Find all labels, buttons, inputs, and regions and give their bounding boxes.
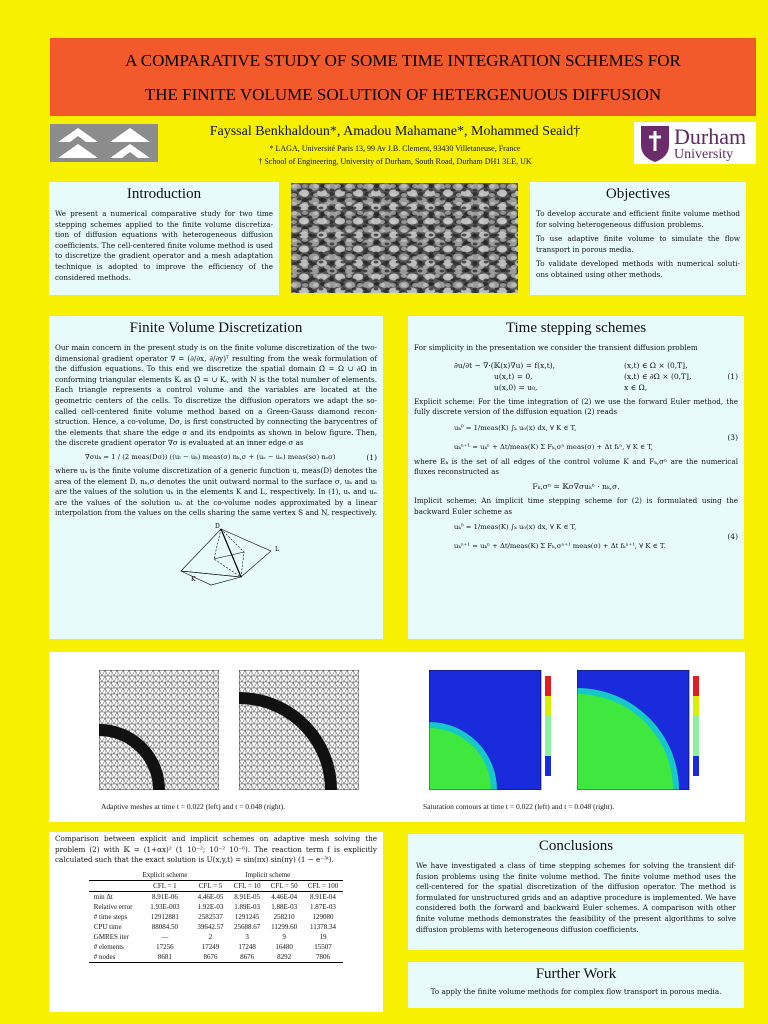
objectives-panel — [530, 182, 746, 295]
table-cell: 8681 — [157, 952, 172, 961]
saturation-contour-plot-right — [577, 670, 705, 790]
conclusions-title: Conclusions — [538, 838, 614, 854]
objective-item: To use adaptive finite volume to simulate the flow transport in porous media. — [536, 234, 740, 254]
table-cell: 19 — [319, 932, 327, 941]
table-cell: # elements — [93, 942, 124, 951]
table-row — [89, 942, 343, 952]
flux-equation: Fₖ,σⁿ = 𝕂σ∇σuₖⁿ · nₖ,σ. — [532, 481, 620, 491]
tss-system-lhs: u(x,0) = u₀, — [494, 382, 538, 392]
table-cell: 3 — [245, 932, 249, 941]
fvd-title: Finite Volume Discretization — [129, 320, 303, 336]
introduction-title: Introduction — [126, 186, 202, 202]
table-cell: GMRES iter — [93, 932, 129, 941]
table-header: CFL = 1 — [153, 881, 177, 890]
table-cell: 7806 — [315, 952, 330, 961]
table-group-explicit: Explicit scheme — [142, 870, 188, 879]
table-cell: 1.89E-03 — [234, 902, 261, 911]
adaptive-mesh-plot-right — [239, 670, 359, 790]
fvd-paragraph-2: where uₖ is the finite volume discretization of a generic function u, meas(D) denotes the area of the element D, nₖ,σ denotes the unit outward normal to the surface σ, uₖ and uₗ are the values of the solution uₕ in the elements K and L, respectively. In (1), uₛ and uₙ are the values of the solution uₕ at the co-volume nodes approximated by a linear interpolation from the values on the cells sharing the same vertex S and N, respectively. — [55, 465, 377, 518]
further-work-text: To apply the finite volume methods for complex flow transport in porous media. — [430, 987, 722, 996]
table-header: CFL = 10 — [233, 881, 261, 890]
fvd-paragraph-1: Our main concern in the present study is on the finite volume discretization of the two-dimensional gradient operator ∇ = (∂/∂x, ∂/∂y)ᵀ resulting from the weak formulation of the diffusion equations. To this end we discretize the spatial domain Ω̄ = Ω ∪ ∂Ω in conforming triangular elements Kᵢ as Ω̄ = ∪ Kᵢ, with N is the total number of elements. Each triangle represents a control volume and the variables are located at the geometric centers of the cells. To discretize the diffusion operators we adapt the so-called cell-centered finite volume method based on a Green-Gauss diamond recon- struction. Hence, a co-volume, Dσ, is first constructed by connecting the barycentres of the elements that share the edge σ and its endpoints as shown in below figure. Then, the discrete gradient operator ∇σ is evaluated at an inner edge σ as — [55, 343, 377, 448]
tss-system-rhs: x ∈ Ω, — [624, 382, 648, 392]
implicit-equation-number: (4) — [727, 532, 738, 542]
explicit-equation-number: (3) — [727, 432, 738, 442]
contour-caption: Saturation contours at time t = 0.022 (left) and t = 0.048 (right). — [423, 802, 615, 811]
implicit-equation-1: uₖ⁰ = 1/meas(K) ∫ₖ u₀(x) dx, ∀ K ∈ T, — [454, 523, 577, 532]
affiliation-2: † School of Engineering, University of Durham, South Road, Durham DH1 3LE, UK — [258, 157, 532, 166]
results-table — [89, 870, 343, 963]
table-cell: — — [161, 932, 169, 941]
conclusions-panel — [408, 834, 744, 950]
objective-item: To develop accurate and efficient finite volume method for solving heterogeneous diffusion problems. — [536, 209, 740, 229]
tss-system-number: (1) — [727, 371, 738, 381]
table-cell: 8676 — [240, 952, 255, 961]
explicit-equation-2: uₖⁿ⁺¹ = uₖⁿ + Δt/meas(K) Σ Fₖ,σⁿ meas(σ) + Δt fₖⁿ, ∀ K ∈ T, — [454, 442, 653, 451]
table-cell: 1291245 — [234, 912, 260, 921]
table-cell: 17249 — [201, 942, 220, 951]
table-cell: 88084.50 — [151, 922, 179, 931]
further-work-panel — [408, 962, 744, 1008]
table-header — [89, 880, 138, 891]
poster-title — [50, 38, 756, 116]
table-row — [89, 952, 343, 963]
table-cell: Relative error — [93, 902, 133, 911]
explicit-equation-1: uₖ⁰ = 1/meas(K) ∫ₖ u₀(x) dx, ∀ K ∈ T, — [454, 423, 577, 432]
fvd-equation-1: ∇σuₖ = 1 / (2 meas(Dσ)) ((uₗ − uₖ) meas(σ) nₖ,σ + (uₛ − uₙ) meas(sσ) nₛσ) — [85, 452, 336, 461]
table-cell: CPU time — [93, 922, 122, 931]
laga-logo — [50, 124, 158, 162]
mesh-caption: Adaptive meshes at time t = 0.022 (left) and t = 0.048 (right). — [101, 802, 286, 811]
table-cell: 8.91E-04 — [310, 892, 336, 901]
tss-system-rhs: (x,t) ∈ ∂Ω × (0,T], — [624, 371, 692, 381]
title-line-2: THE FINITE VOLUME SOLUTION OF HETERGENUOUS DIFFUSION — [144, 85, 662, 104]
fvd-panel — [49, 316, 383, 639]
affiliation-1: * LAGA, Université Paris 13, 99 Av J.B. Clement, 93430 Villetaneuse, France — [269, 144, 521, 153]
table-cell: 12912881 — [150, 912, 179, 921]
objective-item: To validate developed methods with numerical soluti- ons obtained using other methods. — [536, 259, 740, 279]
further-work-title: Further Work — [535, 966, 617, 982]
table-cell: 16480 — [275, 942, 293, 951]
table-group-implicit: Implicit scheme — [245, 870, 291, 879]
table-cell: 1.87E-03 — [310, 902, 336, 911]
table-row — [89, 932, 343, 942]
durham-logo-name: Durham — [674, 124, 747, 149]
table-cell: 8292 — [277, 952, 292, 961]
time-stepping-panel — [408, 316, 744, 639]
introduction-panel — [49, 182, 279, 295]
affiliations — [160, 142, 630, 168]
table-cell: 17248 — [238, 942, 256, 951]
table-cell: min Δt — [93, 892, 113, 901]
table-row — [89, 902, 343, 912]
tss-system-lhs: u(x,t) = 0, — [494, 371, 533, 381]
table-cell: # nodes — [93, 952, 116, 961]
table-row — [89, 891, 343, 902]
conclusions-text: We have investigated a class of time stepping schemes for solving the transient dif- fusion problems using the finite volume method. The finite volume method uses the cell-centered for the spatial discretization of the diffusion operator. The method is formulated for unstructured grids and an adaptive procedure is implemented. We have considered both the forward and backward Euler schemes. A comparison with other finite volume methods demonstrates the feasibility of the present algorithms to solve diffusion problems with heterogeneous diffusion coefficients. — [416, 861, 736, 934]
table-cell: 1.88E-03 — [271, 902, 298, 911]
durham-logo — [634, 122, 756, 164]
table-cell: 15507 — [314, 942, 332, 951]
table-cell: 8.91E-06 — [151, 892, 178, 901]
tss-paragraph-2: Explicit scheme: For the time integration of (2) we use the forward Euler method, the fully discrete version of the diffusion equation (2) reads — [414, 396, 738, 417]
tss-paragraph-3: where Eₖ is the set of all edges of the control volume K and Fₖ,σⁿ are the numerical fluxes reconstructed as — [414, 456, 738, 477]
table-cell: 1.92E-03 — [197, 902, 224, 911]
svg-text:D: D — [215, 522, 220, 530]
table-row — [89, 912, 343, 922]
porous-media-image — [291, 183, 518, 293]
table-header: CFL = 50 — [270, 881, 298, 890]
table-cell: 8676 — [203, 952, 218, 961]
table-cell: 17256 — [156, 942, 174, 951]
adaptive-mesh-plot-left — [99, 670, 219, 790]
figures-panel — [49, 652, 745, 822]
tss-paragraph-4: Implicit scheme: An implicit time stepping scheme for (2) is formulated using the backward Euler scheme as — [414, 495, 738, 516]
table-cell: 4.46E-04 — [271, 892, 298, 901]
table-cell: 2582537 — [198, 912, 223, 921]
title-line-1: A COMPARATIVE STUDY OF SOME TIME INTEGRATION SCHEMES FOR — [125, 51, 681, 70]
table-cell: 25688.67 — [234, 922, 261, 931]
introduction-text: We present a numerical comparative study for two time stepping schemes applied to the finite volume discretiza- tion of diffusion equations with heterogeneous diffusion coefficients. The cell-centered finite volume method is used to discretize the gradient operator and a mesh adaptation technique is adopted to improve the efficiency of the considered methods. — [55, 209, 273, 282]
table-cell: 258210 — [273, 912, 295, 921]
table-row — [89, 922, 343, 932]
durham-logo-sub: University — [674, 147, 734, 162]
table-cell: 39642.57 — [197, 922, 224, 931]
objectives-title: Objectives — [605, 186, 671, 202]
table-cell: 4.46E-05 — [197, 892, 224, 901]
table-cell: 9 — [282, 932, 286, 941]
authors: Fayssal Benkhaldoun*, Amadou Mahamane*, Mohammed Seaid† — [209, 124, 581, 139]
implicit-equation-2: uₖⁿ⁺¹ = uₖⁿ + Δt/meas(K) Σ Fₖ,σⁿ⁺¹ meas(σ) + Δt fₖⁿ⁺¹, ∀ K ∈ T. — [454, 542, 666, 551]
comparison-text: Comparison between explicit and implicit schemes on adaptive mesh solving the problem (2) with 𝕂 = (1+αx)² (1 10⁻²; 10⁻² 10⁻⁶). The reaction term f is explicitly calculated such that the exact solution is U(x,y,t) = sin(πx) sin(πy) (1 − e⁻³ᵗ). — [55, 834, 377, 865]
fvd-equation-1-number: (1) — [366, 452, 377, 462]
table-cell: 11378.34 — [309, 922, 336, 931]
time-stepping-title: Time stepping schemes — [505, 320, 647, 336]
tss-paragraph-1: For simplicity in the presentation we consider the transient diffusion problem — [414, 343, 698, 352]
svg-text:K: K — [191, 575, 196, 583]
table-header: CFL = 100 — [307, 881, 339, 890]
table-cell: # time steps — [93, 912, 128, 921]
table-header: CFL = 5 — [198, 881, 223, 890]
svg-text:L: L — [275, 545, 279, 553]
table-cell: 1.93E-003 — [150, 902, 180, 911]
table-cell: 129080 — [312, 912, 334, 921]
tss-system-lhs: ∂u/∂t − ∇·(𝕂(x)∇u) = f(x,t), — [454, 360, 556, 370]
tss-system-rhs: (x,t) ∈ Ω × (0,T], — [624, 360, 688, 370]
table-cell: 8.91E-05 — [234, 892, 261, 901]
table-cell: 2 — [208, 932, 213, 941]
co-volume-diagram — [171, 521, 291, 587]
saturation-contour-plot-left — [429, 670, 557, 790]
table-cell: 11299.60 — [271, 922, 298, 931]
comparison-panel — [49, 832, 383, 1012]
